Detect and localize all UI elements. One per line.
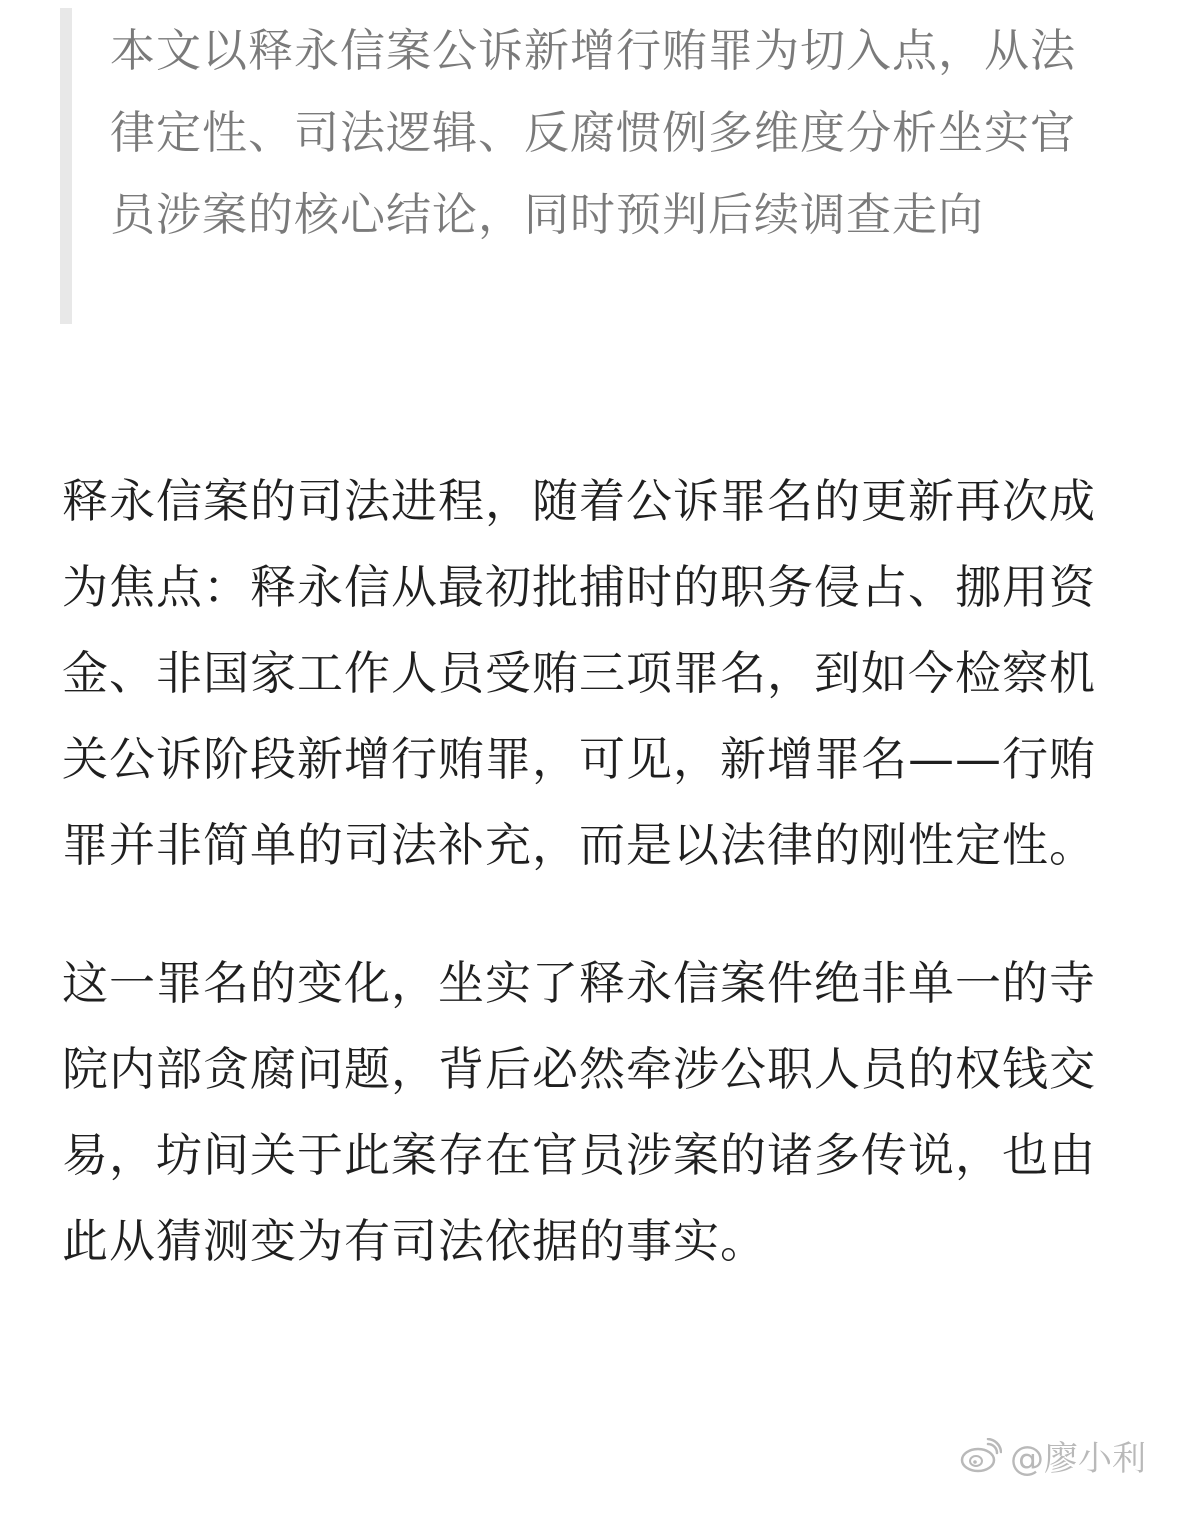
watermark bbox=[960, 1431, 1146, 1480]
watermark-text: @廖小利 bbox=[1010, 1439, 1146, 1479]
paragraph-2: 这一罪名的变化，坐实了释永信案件绝非单一的寺院内部贪腐问题，背后必然牵涉公职人员的权钱交易，坊间关于此案存在官员涉案的诸多传说，也由此从猜测变为有司法依据的事实。 bbox=[62, 956, 1096, 1268]
paragraph-1: 释永信案的司法进程，随着公诉罪名的更新再次成为焦点：释永信从最初批捕时的职务侵占、挪用资金、非国家工作人员受贿三项罪名，到如今检察机关公诉阶段新增行贿罪，可见，新增罪名——行贿罪并非简单的司法补充，而是以法律的刚性定性。 bbox=[62, 474, 1096, 872]
article-body bbox=[62, 458, 1122, 1336]
summary-blockquote bbox=[60, 8, 1120, 324]
summary-text: 本文以释永信案公诉新增行贿罪为切入点，从法律定性、司法逻辑、反腐惯例多维度分析坐实官员涉案的核心结论，同时预判后续调查走向 bbox=[110, 24, 1077, 241]
weibo-icon bbox=[960, 1438, 1002, 1474]
